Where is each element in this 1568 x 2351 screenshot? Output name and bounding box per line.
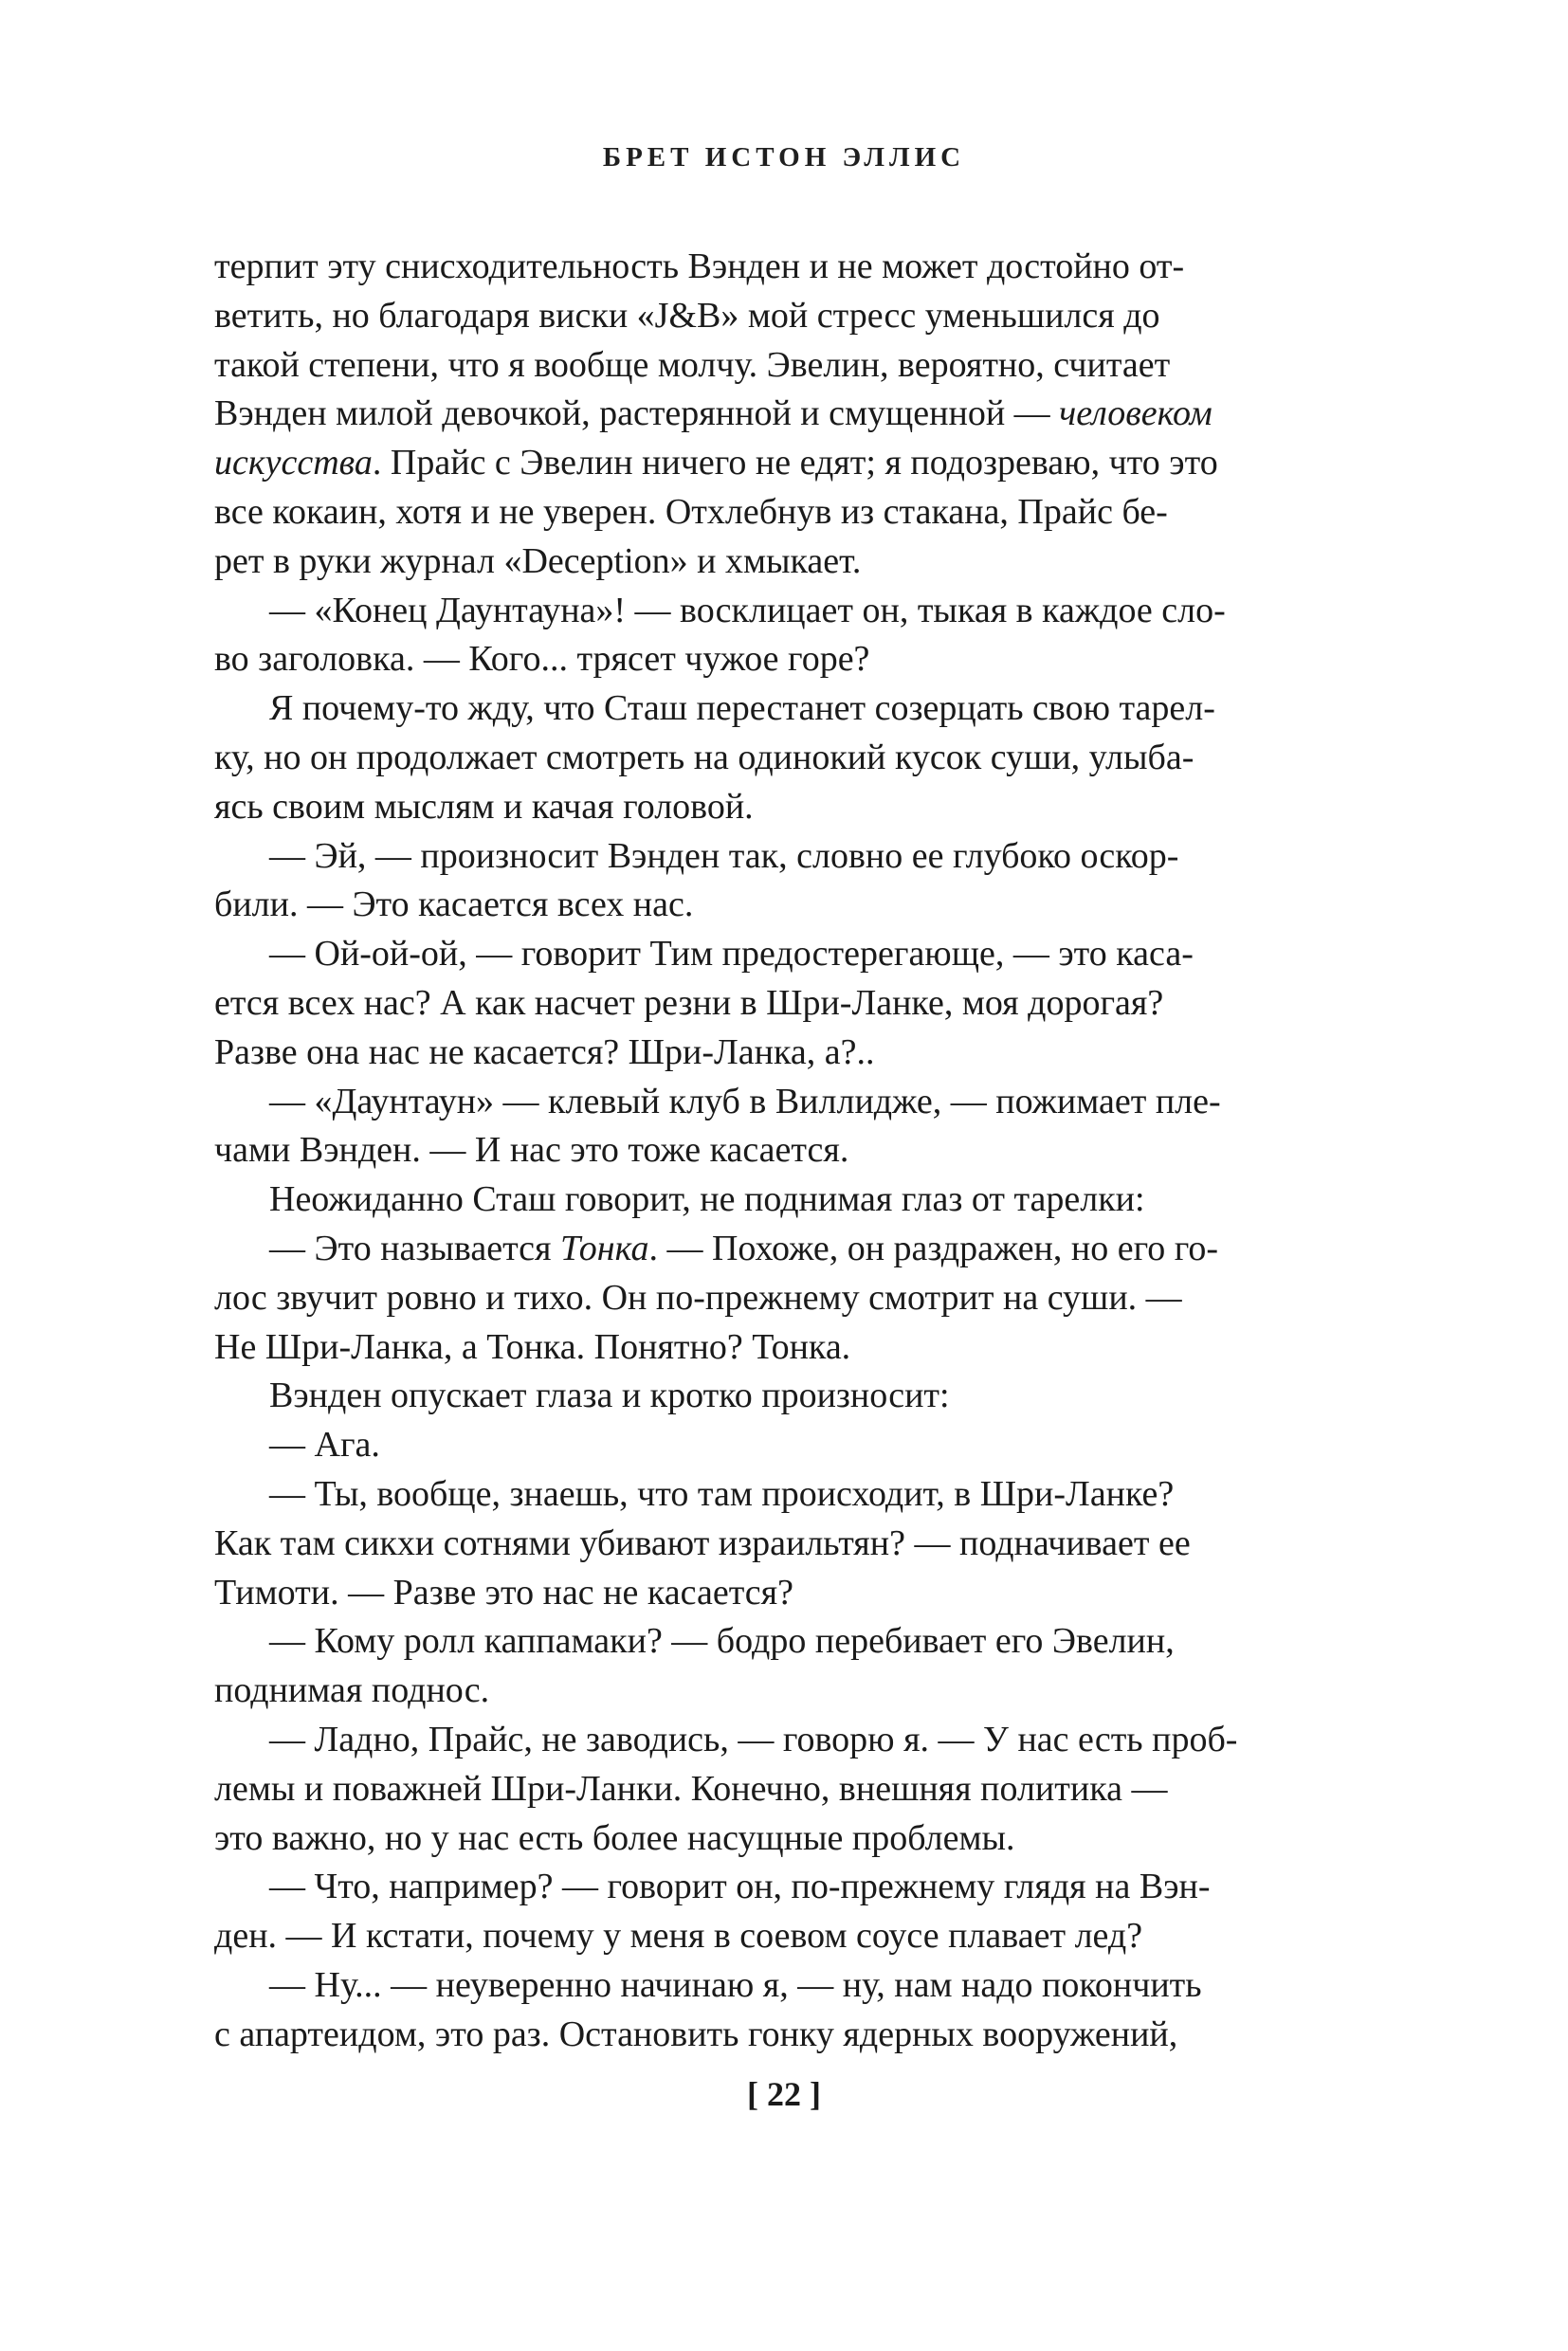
text-line [214, 1765, 1373, 1814]
italic-text-segment: искусства [214, 443, 373, 483]
text-segment: Тимоти. — Разве это нас не касается? [214, 1572, 793, 1613]
text-line [214, 439, 1373, 488]
text-line [214, 881, 1373, 930]
text-segment: — Ты, вообще, знаешь, что там происходит, в Шри-Ланке? [269, 1473, 1175, 1514]
text-line [214, 1323, 1373, 1373]
text-segment: ясь своим мыслям и качая головой. [214, 786, 754, 827]
text-segment: ден. — И кстати, почему у меня в соевом соусе плавает лед? [214, 1916, 1143, 1957]
text-segment: ку, но он продолжает смотреть на одинокий кусок суши, улыба- [214, 737, 1194, 777]
text-line [214, 538, 1373, 587]
text-line [214, 1961, 1373, 2011]
text-segment: во заголовка. — Кого... трясет чужое горе? [214, 639, 870, 680]
text-segment: ветить, но благодаря виски «J&B» мой стресс уменьшился до [214, 295, 1160, 336]
text-line [214, 1029, 1373, 1078]
running-head: БРЕТ ИСТОН ЭЛЛИС [602, 142, 966, 173]
text-segment: это важно, но у нас есть более насущные проблемы. [214, 1817, 1015, 1858]
text-line [214, 1225, 1373, 1274]
text-segment: лос звучит ровно и тихо. Он по-прежнему смотрит на суши. — [214, 1277, 1182, 1318]
text-segment: чами Вэнден. — И нас это тоже касается. [214, 1130, 849, 1171]
text-line [214, 684, 1373, 734]
text-segment: такой степени, что я вообще молчу. Эвелин, вероятно, считает [214, 344, 1171, 385]
italic-text-segment: Тонка [560, 1228, 649, 1268]
text-segment: лемы и поважней Шри-Ланки. Конечно, внешняя политика — [214, 1768, 1168, 1809]
text-segment: Я почему-то жду, что Сташ перестанет созерцать свою тарел- [269, 688, 1215, 729]
text-line [214, 488, 1373, 538]
text-line [214, 1421, 1373, 1470]
text-line [214, 635, 1373, 684]
text-segment: . Прайс с Эвелин ничего не едят; я подозреваю, что это [372, 443, 1218, 483]
text-segment: — Что, например? — говорит он, по-прежнему глядя на Вэн- [269, 1867, 1211, 1907]
text-segment: с апартеидом, это раз. Остановить гонку ядерных вооружений, [214, 2014, 1178, 2054]
text-segment: Вэнден опускает глаза и кротко произносит: [269, 1376, 950, 1416]
text-segment: — «Конец Даунтауна»! — восклицает он, тыкая в каждое сло- [269, 590, 1226, 630]
text-segment: били. — Это касается всех нас. [214, 884, 694, 925]
text-segment: поднимая поднос. [214, 1670, 490, 1711]
text-segment: Разве она нас не касается? Шри-Ланка, а?.. [214, 1031, 875, 1072]
text-line [214, 1470, 1373, 1520]
text-line [214, 587, 1373, 636]
text-line [214, 390, 1373, 439]
text-segment: Неожиданно Сташ говорит, не поднимая глаз от тарелки: [269, 1179, 1145, 1220]
text-line [214, 979, 1373, 1029]
italic-text-segment: человеком [1059, 393, 1212, 434]
text-line [214, 1372, 1373, 1421]
text-segment: . — Похоже, он раздражен, но его го- [648, 1228, 1219, 1268]
text-line [214, 930, 1373, 979]
text-line [214, 292, 1373, 341]
text-line [214, 1716, 1373, 1765]
page-number: [ 22 ] [747, 2075, 821, 2113]
text-line [214, 1078, 1373, 1127]
text-segment: — «Даунтаун» — клевый клуб в Виллидже, — пожимает пле- [269, 1081, 1221, 1121]
text-segment: — Это называется [269, 1228, 561, 1268]
text-segment: все кокаин, хотя и не уверен. Отхлебнув из стакана, Прайс бе- [214, 491, 1168, 532]
text-line [214, 2011, 1373, 2060]
text-segment: — Ага. [269, 1425, 380, 1466]
text-segment: — Ну... — неуверенно начинаю я, — ну, нам надо покончить [269, 1964, 1202, 2005]
text-segment: ется всех нас? А как насчет резни в Шри-Ланке, моя дорогая? [214, 982, 1164, 1023]
text-segment: рет в руки журнал «Deception» и хмыкает. [214, 540, 862, 581]
text-segment: терпит эту снисходительность Вэнден и не может достойно от- [214, 246, 1185, 286]
text-line [214, 1814, 1373, 1864]
text-segment: — Ладно, Прайс, не заводись, — говорю я. — У нас есть проб- [269, 1719, 1238, 1759]
text-line [214, 243, 1373, 292]
text-line [214, 1176, 1373, 1225]
text-line [214, 783, 1373, 832]
text-line [214, 341, 1373, 391]
text-line [214, 1667, 1373, 1716]
text-line [214, 1912, 1373, 1961]
text-segment: Как там сикхи сотнями убивают израильтян? — подначивает ее [214, 1522, 1191, 1563]
text-segment: — Эй, — произносит Вэнден так, словно ее глубоко оскор- [269, 835, 1179, 876]
text-line [214, 1126, 1373, 1176]
text-line [214, 1863, 1373, 1912]
body-text [214, 243, 1373, 2059]
text-segment: Не Шри-Ланка, а Тонка. Понятно? Тонка. [214, 1326, 851, 1367]
text-segment: — Ой-ой-ой, — говорит Тим предостерегающе, — это каса- [269, 934, 1194, 975]
text-line [214, 832, 1373, 882]
text-line [214, 1274, 1373, 1323]
text-segment: Вэнден милой девочкой, растерянной и смущенной — [214, 393, 1060, 434]
text-segment: — Кому ролл каппамаки? — бодро перебивает его Эвелин, [269, 1621, 1175, 1662]
text-line [214, 1617, 1373, 1667]
text-line [214, 734, 1373, 783]
text-line [214, 1520, 1373, 1569]
text-line [214, 1569, 1373, 1618]
